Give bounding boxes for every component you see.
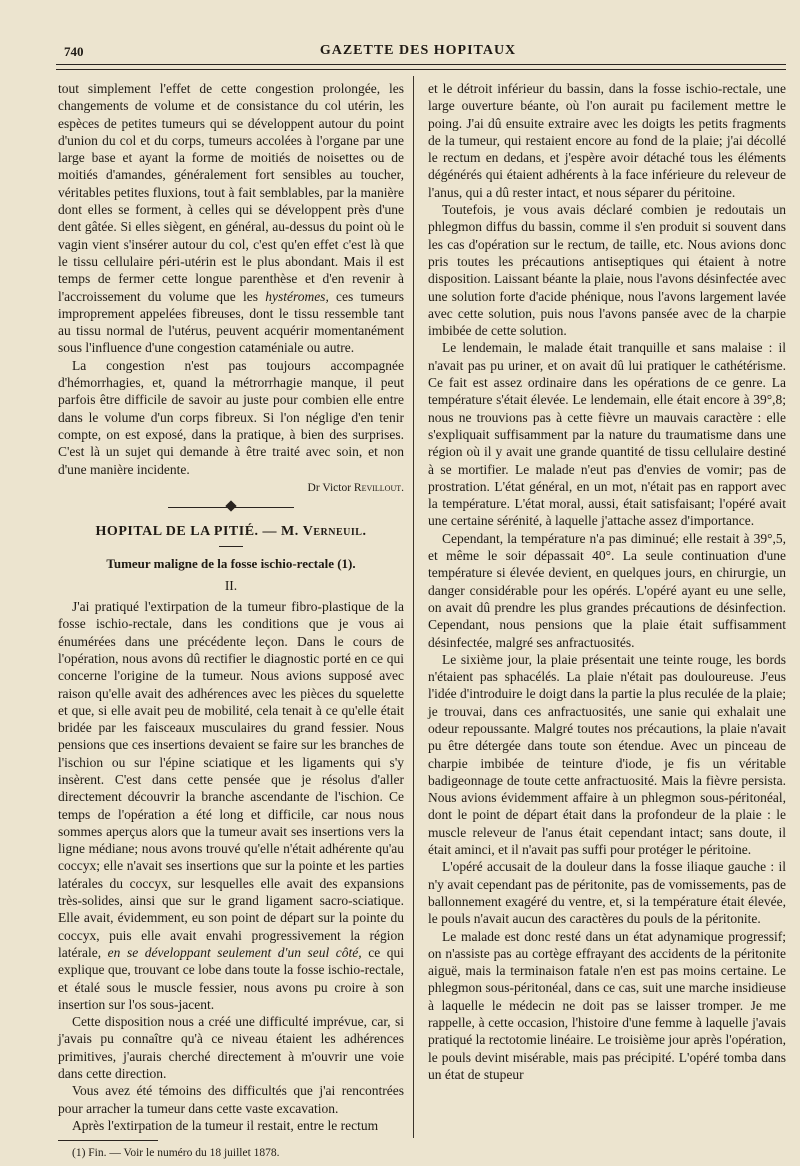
paragraph: tout simplement l'effet de cette congestion prolongée, les changements de volume et de consistance du col utérin, les espèces de petites tumeurs qui se développent autour du point d'union du col et du corps, tumeurs accolées à l'organe par une large base et ayant la forme de moitiés de noisettes ou de moitiés d'amandes, généralement fort sensibles au toucher, véritables petites fluxions, tout à fait semblables, par la manière dont elles se forment, à celles qui se développent près d'une dent gâtée. Si elles siègent, en général, au-dessus du point où le vagin vient s'insérer autour du col, c'est qu'en effet c'est là que le tissu cellulaire péri-utérin est le plus abondant. Mais il est temps de fermer cette longue parenthèse et d'en revenir à l'accroissement du volume que les hystéromes, ces tumeurs improprement appelées fibreuses, dont le tissu ressemble tant au tissu normal de l'utérus, peuvent acquérir momentanément sous l'influence d'une congestion cataméniale ou autre. [58,81,404,356]
paragraph: L'opéré accusait de la douleur dans la fosse iliaque gauche : il n'y avait cependant pas de péritonite, pas de vomissements, pas de ballonnement exagéré du ventre, et, si la température était élevée, le pouls n'avait aucun des caractères du pouls de la péritonite. [428,859,786,927]
heading-dash [219,546,243,547]
paragraph: Le lendemain, le malade était tranquille et sans malaise : il n'avait pas pu uriner, et on avait dû lui pratiquer le cathétérisme. Ce fait est assez ordinaire dans les opérations de ce genre. La température s'était élevée. Le lendemain, elle était encore à 39°,8; nous ne trouvions pas à cette fièvre un mauvais caractère : elle s'expliquait suffisamment par la nature du traumatisme dans une région où il y avait une grande quantité de tissu cellulaire destiné à se mortifier. Le malade n'eut pas d'envies de vomir; pas de prostration. L'état général, en un mot, n'était pas en rapport avec la température. L'état moral, aussi, était satisfaisant; l'opéré avait une certaine sérénité, à laquelle j'attache assez d'importance. [428,340,786,529]
left-column [58,80,404,1163]
author-signature: Dr Victor Revillout. [307,481,404,494]
footnote-rule [58,1140,158,1141]
paragraph: Le sixième jour, la plaie présentait une teinte rouge, les bords n'étaient pas sphacélés. La plaie n'était pas douloureuse. J'eus l'idée d'introduire le doigt dans la partie la plus reculée de la plaie; je trouvai, dans ces anfractuosités, une sanie qui exhalait une odeur repoussante. Malgré toutes nos précautions, la plaie n'avait pu être détergée dans toute son étendue. Avec un pinceau de charpie imbibée de teinture d'iode, je fis un véritable badigeonnage de toute cette anfractuosité. Mais la fièvre persista. Nous avions évidemment affaire à un phlegmon sous-péritonéal, dont le point de départ était dans la profondeur de la plaie : le muscle releveur de l'anus était cependant intact; sans doute, il était aminci, et il n'avait pas suffi pour protéger le péritoine. [428,651,786,858]
section-heading: HOPITAL DE LA PITIÉ. — M. Verneuil. [95,524,367,540]
footnote: (1) Fin. — Voir le numéro du 18 juillet 1878. [72,1147,280,1160]
paragraph: J'ai pratiqué l'extirpation de la tumeur fibro-plastique de la fosse ischio-rectale, dans les conditions que je vous ai énumérées dans une précédente leçon. Dans le cours de l'opération, nous avons dû rectifier le diagnostic porté en ce qui concerne l'origine de la tumeur. Nous avions supposé avec raison qu'elle avait des adhérences avec les pièces du squelette et que, si elle avait peu de mobilité, cela tenait à ce qu'elle était bridée par les faisceaux musculaires du grand fessier. Nous pensions que ces insertions devaient se faire sur les branches de l'ischion ou sur l'épine sciatique et les ligaments qui s'y insèrent. C'est dans cette pensée que je résolus d'aller directement découvrir la branche ascendante de l'ischion. Ce temps de l'opération a été long et difficile, car nous nous sommes aperçus alors que la tumeur avait ses insertions vers la ligne médiane; nous avons trouvé qu'elle n'était adhérente qu'au coccyx; elle n'avait ses insertions que sur la pointe et les parties latérales du coccyx, sur lesquelles elle avait des expansions très-solides, ainsi que sur le grand ligament sacro-sciatique. Elle avait, évidemment, eu son point de départ sur la pointe du coccyx, puis elle avait envahi progressivement la région latérale, en se développant seulement d'un seul côté, ce qui explique que, trouvant ce lobe dans toute la fosse ischio-rectale, et étalé sous le muscle fessier, nous avons pu croire à son insertion sur l'os sous-jacent. [58,599,404,1012]
header-rule-bottom [56,69,786,70]
column-separator [413,76,414,1138]
right-column [428,80,786,1083]
page-header [56,40,780,62]
paragraph: Le malade est donc resté dans un état adynamique progressif; on n'assiste pas au cortège effrayant des accidents de la péritonite aiguë, mais la terminaison fatale n'en est pas moins certaine. Le phlegmon sous-péritonéal, dans ce cas, suit une marche insidieuse à laquelle le médecin ne doit pas se laisser tromper. Je me rappelle, à cette occasion, l'histoire d'une femme à laquelle j'avais pratiqué la rectotomie linéaire. Le troisième jour après l'opération, le pouls devint misérable, mais pas précipité. L'opéré tomba dans un état de stupeur [428,928,786,1082]
article-title: Tumeur maligne de la fosse ischio-rectale (1). [106,556,356,572]
article-separator [58,497,404,517]
page-number: 740 [64,44,84,59]
paragraph: La congestion n'est pas toujours accompagnée d'hémorrhagies, et, quand la métrorrhagie manque, il peut parfois être difficile de savoir au juste pour combien elle entre dans le volume d'un corps fibreux. Si l'on néglige d'en tenir compte, on est exposé, dans la pratique, à bien des surprises. C'est là un sujet qui demande à être traité avec soin, et non d'une manière incidente. [58,357,404,477]
paragraph: Vous avez été témoins des difficultés que j'ai rencontrées pour arracher la tumeur dans cette vaste excavation. [58,1083,404,1116]
header-rule-top [56,64,786,65]
journal-title: GAZETTE DES HOPITAUX [319,43,517,58]
paragraph: Toutefois, je vous avais déclaré combien je redoutais un phlegmon diffus du bassin, comme il s'en produit si souvent dans les cas d'opération sur le rectum, de taille, etc. Nous avions donc pris toutes les précautions antiseptiques qui étaient à notre disposition. Laissant béante la plaie, nous l'avons désinfectée avec une solution forte d'acide phénique, nous l'avons largement lavée avec cette solution, puis nous l'avons pansée avec de la charpie imbibée de cette solution. [428,202,786,339]
part-number: II. [224,577,238,593]
paragraph: Cette disposition nous a créé une difficulté imprévue, car, si j'avais pu connaître qu'à ce niveau étaient les adhérences primitives, j'aurais cherché directement à m'ouvrir une voie dans cette direction. [58,1014,404,1082]
paragraph: Après l'extirpation de la tumeur il restait, entre le rectum [72,1117,379,1133]
paragraph: et le détroit inférieur du bassin, dans la fosse ischio-rectale, une large ouverture béante, où l'on aurait pu facilement mettre le poing. J'ai dû ensuite extraire avec les doigts les petits fragments de la tumeur, qui restaient encore au fond de la plaie; j'ai décollé le rectum en dedans, et j'espère avoir détaché tous les éléments dégénérés qui étaient adhérents à la face inférieure du releveur de l'anus, qui a dû rester intact, et nous séparer du péritoine. [428,81,786,200]
paragraph: Cependant, la température n'a pas diminué; elle restait à 39°,5, et même le soir dépassait 40°. La seule continuation d'une température si élevée devient, en quelques jours, en chirurgie, un danger considérable pour les opérés. L'opéré ayant eu une selle, on avait dû prendre les plus grandes précautions de désinfection. Cependant, nous pensions que la plaie était suffisamment désinfectée, malgré ses anfractuosités. [428,530,786,650]
